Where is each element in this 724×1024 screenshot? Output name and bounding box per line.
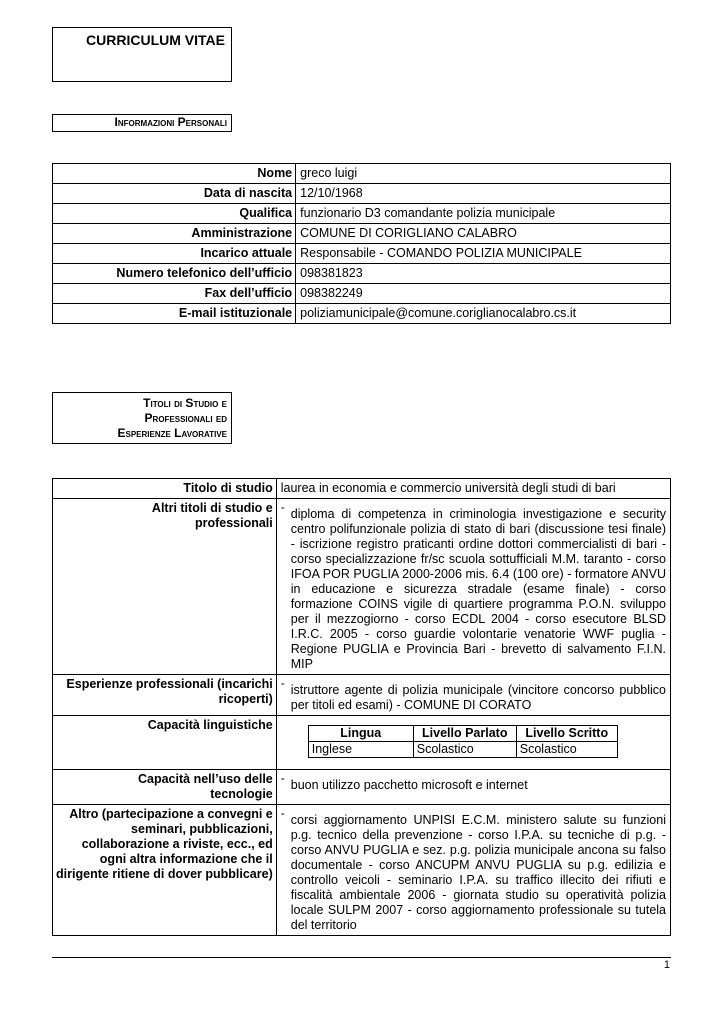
- table-row: [53, 224, 671, 244]
- row-label: Nome: [53, 164, 296, 184]
- row-label: Numero telefonico dell’ufficio: [53, 264, 296, 284]
- altri-titoli-label: Altri titoli di studio e professionali: [53, 499, 277, 675]
- altro-value: corsi aggiornamento UNPISI E.C.M. ministero salute su funzioni p.g. tecnico della prevenzione - corso I.P.A. su tecniche di p.g. - corso ANVU PUGLIA e sez. p.g. polizia municipale ancona su falso documentale - corso ANCUPM ANVU PUGLIA su p.g. edilizia e controllo veicoli - seminario I.P.A. su traffico illecito dei rifiuti e fiscalità ambientale 2006 - giornata studio su operatività polizia locale SULPM 2007 - corso aggiornamento professionale su tutela del territorio: [290, 813, 666, 932]
- row-value: funzionario D3 comandante polizia municipale: [296, 204, 671, 224]
- table-row: [53, 204, 671, 224]
- titoli-table: [52, 478, 671, 936]
- esperienze-value: istruttore agente di polizia municipale (vincitore concorso pubblico per titoli ed esami) - COMUNE DI CORATO: [290, 683, 666, 712]
- table-row: [53, 805, 671, 936]
- section-titoli-line1: Titoli di Studio e: [143, 396, 227, 410]
- esperienze-cell: [276, 675, 670, 716]
- table-row: [53, 304, 671, 324]
- tecnologie-cell: [276, 770, 670, 805]
- altri-titoli-value: diploma di competenza in criminologia investigazione e security centro polifunzionale polizia di stato di bari (discussione tesi finale) - iscrizione registro praticanti ordine dottori commercialisti di bari - corso specializzazione fr/sc scuola sottufficiali M.M. taranto - corso IFOA POR PUGLIA 2000-2006 mis. 6.4 (100 ore) - formatore ANVU in educazione e sicurezza stradale (esame finale) - corso formazione COINS vigile di quartiere programma P.O.N. sviluppo per il mezzogiorno - corso ECDL 2004 - corso esecutore BLSD I.R.C. 2005 - corso guardie volontarie venatorie WWF puglia - Regione PUGLIA e Provincia Bari - brevetto di salvamento F.I.N. MIP: [290, 507, 666, 671]
- row-label: E-mail istituzionale: [53, 304, 296, 324]
- section-personal-label: Informazioni Personali: [114, 115, 227, 129]
- section-titoli-header: [52, 392, 232, 444]
- language-table: [308, 725, 618, 758]
- row-value: greco luigi: [296, 164, 671, 184]
- table-row: [53, 770, 671, 805]
- lang-cell: Scolastico: [413, 742, 516, 758]
- titolo-studio-value: laurea in economia e commercio università degli studi di bari: [276, 479, 670, 499]
- section-titoli-line3: Esperienze Lavorative: [117, 426, 227, 440]
- bullet-dash: -: [280, 676, 285, 690]
- esperienze-label: Esperienze professionali (incarichi ricoperti): [53, 675, 277, 716]
- language-header-row: [308, 726, 617, 742]
- document-title: CURRICULUM VITAE: [86, 32, 225, 48]
- language-row: [308, 742, 617, 758]
- section-titoli-line2: Professionali ed: [144, 411, 227, 425]
- row-label: Fax dell’ufficio: [53, 284, 296, 304]
- row-label: Data di nascita: [53, 184, 296, 204]
- row-label: Amministrazione: [53, 224, 296, 244]
- table-row: [53, 675, 671, 716]
- row-value: 098382249: [296, 284, 671, 304]
- row-value: poliziamunicipale@comune.coriglianocalabro.cs.it: [296, 304, 671, 324]
- titolo-studio-label: Titolo di studio: [53, 479, 277, 499]
- title-box: [52, 27, 232, 82]
- page-number: 1: [663, 959, 670, 971]
- table-row: [53, 264, 671, 284]
- bullet-dash: -: [280, 771, 285, 785]
- row-label: Incarico attuale: [53, 244, 296, 264]
- table-row: [53, 164, 671, 184]
- tecnologie-value: buon utilizzo pacchetto microsoft e internet: [290, 778, 528, 792]
- altro-cell: [276, 805, 670, 936]
- personal-info-table: [52, 163, 671, 324]
- lang-header-lingua: Lingua: [308, 726, 413, 742]
- row-value: 12/10/1968: [296, 184, 671, 204]
- row-value: COMUNE DI CORIGLIANO CALABRO: [296, 224, 671, 244]
- altri-titoli-cell: [276, 499, 670, 675]
- row-value: Responsabile - COMANDO POLIZIA MUNICIPALE: [296, 244, 671, 264]
- row-value: 098381823: [296, 264, 671, 284]
- lang-cell: Scolastico: [516, 742, 617, 758]
- altro-label: Altro (partecipazione a convegni e seminari, pubblicazioni, collaborazione a riviste, ecc., ed ogni altra informazione che il dirigente ritiene di dover pubblicare): [53, 805, 277, 936]
- footer-divider: [52, 957, 671, 958]
- bullet-dash: -: [280, 806, 285, 820]
- bullet-dash: -: [280, 500, 285, 514]
- capacita-linguistiche-cell: [276, 716, 670, 770]
- table-row: [53, 499, 671, 675]
- capacita-linguistiche-label: Capacità linguistiche: [53, 716, 277, 770]
- table-row: [53, 479, 671, 499]
- lang-cell: Inglese: [308, 742, 413, 758]
- table-row: [53, 184, 671, 204]
- table-row: [53, 244, 671, 264]
- lang-header-scritto: Livello Scritto: [516, 726, 617, 742]
- table-row: [53, 284, 671, 304]
- tecnologie-label: Capacità nell’uso delle tecnologie: [53, 770, 277, 805]
- lang-header-parlato: Livello Parlato: [413, 726, 516, 742]
- table-row: [53, 716, 671, 770]
- section-personal-header: [52, 114, 232, 132]
- row-label: Qualifica: [53, 204, 296, 224]
